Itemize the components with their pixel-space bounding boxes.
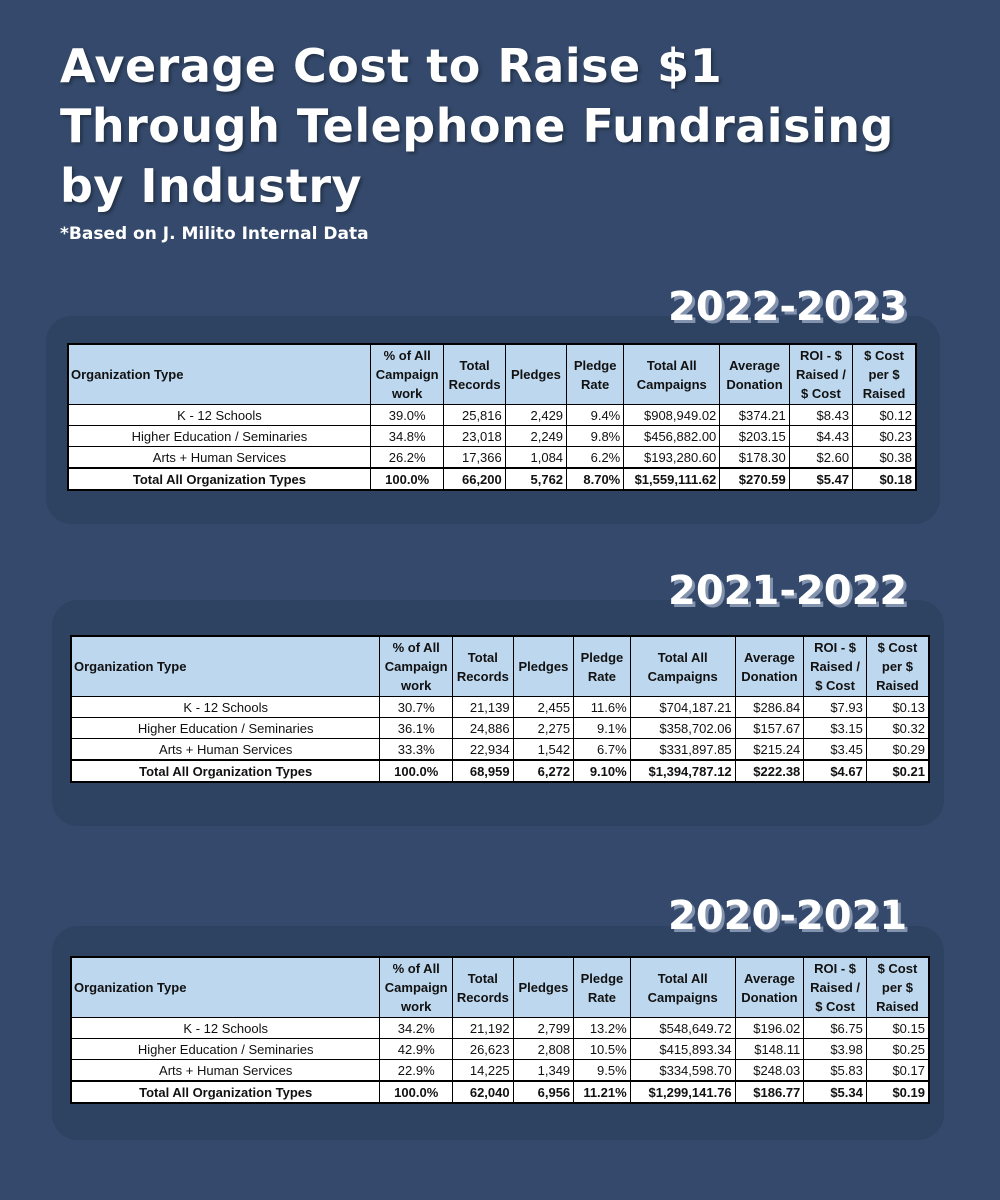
cell-pct: 100.0% (380, 1081, 453, 1103)
cell-org: Higher Education / Seminaries (71, 1039, 380, 1060)
cell-roi: $7.93 (804, 697, 867, 718)
cell-records: 17,366 (444, 447, 505, 469)
column-header-total: Total All Campaigns (630, 957, 735, 1018)
cell-cost: $0.18 (853, 468, 916, 490)
total-row (71, 1081, 929, 1103)
column-header-records: Total Records (453, 957, 514, 1018)
column-header-total: Total All Campaigns (630, 636, 735, 697)
data-table (67, 343, 917, 491)
cell-pct: 42.9% (380, 1039, 453, 1060)
cell-pct: 33.3% (380, 739, 453, 761)
cell-org: Arts + Human Services (71, 739, 380, 761)
cell-avg: $374.21 (720, 405, 789, 426)
cell-org: Higher Education / Seminaries (71, 718, 380, 739)
total-row (71, 760, 929, 782)
cell-cost: $0.15 (866, 1018, 929, 1039)
column-header-roi: ROI - $ Raised / $ Cost (804, 957, 867, 1018)
cell-total: $704,187.21 (630, 697, 735, 718)
cell-total: $1,559,111.62 (624, 468, 720, 490)
cell-org: Arts + Human Services (68, 447, 370, 469)
cell-avg: $203.15 (720, 426, 789, 447)
cell-pct: 100.0% (370, 468, 444, 490)
table-row (71, 1018, 929, 1039)
table-header-row (71, 957, 929, 1018)
cell-records: 25,816 (444, 405, 505, 426)
cell-pct: 100.0% (380, 760, 453, 782)
cell-rate: 11.6% (574, 697, 631, 718)
cell-pledges: 1,542 (513, 739, 574, 761)
column-header-org: Organization Type (71, 957, 380, 1018)
cell-cost: $0.13 (866, 697, 929, 718)
column-header-cost: $ Cost per $ Raised (853, 344, 916, 405)
cell-total: $908,949.02 (624, 405, 720, 426)
cell-pledges: 5,762 (505, 468, 566, 490)
cell-avg: $196.02 (735, 1018, 804, 1039)
cell-rate: 9.10% (574, 760, 631, 782)
cell-total: $548,649.72 (630, 1018, 735, 1039)
cell-records: 66,200 (444, 468, 505, 490)
year-heading: 2022-2023 (668, 284, 908, 330)
cell-rate: 13.2% (574, 1018, 631, 1039)
cell-cost: $0.17 (866, 1060, 929, 1082)
cell-total: $415,893.34 (630, 1039, 735, 1060)
cell-pct: 22.9% (380, 1060, 453, 1082)
cell-avg: $215.24 (735, 739, 804, 761)
column-header-cost: $ Cost per $ Raised (866, 636, 929, 697)
cell-pledges: 2,249 (505, 426, 566, 447)
cell-avg: $178.30 (720, 447, 789, 469)
year-heading: 2021-2022 (668, 568, 908, 614)
cell-roi: $6.75 (804, 1018, 867, 1039)
cell-cost: $0.19 (866, 1081, 929, 1103)
column-header-cost: $ Cost per $ Raised (866, 957, 929, 1018)
source-note: *Based on J. Milito Internal Data (60, 224, 369, 244)
cell-records: 23,018 (444, 426, 505, 447)
column-header-total: Total All Campaigns (624, 344, 720, 405)
cell-org: Total All Organization Types (68, 468, 370, 490)
cell-org: Total All Organization Types (71, 760, 380, 782)
cell-org: Arts + Human Services (71, 1060, 380, 1082)
cell-roi: $2.60 (789, 447, 852, 469)
cell-total: $193,280.60 (624, 447, 720, 469)
cell-total: $1,299,141.76 (630, 1081, 735, 1103)
cell-records: 62,040 (453, 1081, 514, 1103)
column-header-roi: ROI - $ Raised / $ Cost (804, 636, 867, 697)
column-header-pledges: Pledges (513, 636, 574, 697)
cell-total: $1,394,787.12 (630, 760, 735, 782)
cell-pledges: 2,429 (505, 405, 566, 426)
cell-records: 24,886 (453, 718, 514, 739)
table-row (71, 697, 929, 718)
column-header-roi: ROI - $ Raised / $ Cost (789, 344, 852, 405)
cell-rate: 9.8% (567, 426, 624, 447)
cell-pct: 34.2% (380, 1018, 453, 1039)
cell-pledges: 2,808 (513, 1039, 574, 1060)
cell-records: 68,959 (453, 760, 514, 782)
column-header-rate: Pledge Rate (567, 344, 624, 405)
cell-avg: $286.84 (735, 697, 804, 718)
cell-pledges: 6,272 (513, 760, 574, 782)
cell-cost: $0.25 (866, 1039, 929, 1060)
cell-org: Total All Organization Types (71, 1081, 380, 1103)
cell-records: 14,225 (453, 1060, 514, 1082)
column-header-avg: Average Donation (735, 957, 804, 1018)
cell-pledges: 2,455 (513, 697, 574, 718)
cell-records: 22,934 (453, 739, 514, 761)
cell-rate: 11.21% (574, 1081, 631, 1103)
column-header-org: Organization Type (68, 344, 370, 405)
cell-cost: $0.21 (866, 760, 929, 782)
table-row (71, 1060, 929, 1082)
table-row (68, 426, 916, 447)
cell-org: K - 12 Schools (71, 697, 380, 718)
cell-rate: 10.5% (574, 1039, 631, 1060)
cell-rate: 9.1% (574, 718, 631, 739)
column-header-avg: Average Donation (735, 636, 804, 697)
cell-rate: 9.5% (574, 1060, 631, 1082)
cell-rate: 6.2% (567, 447, 624, 469)
cell-pct: 34.8% (370, 426, 444, 447)
cell-total: $358,702.06 (630, 718, 735, 739)
cell-avg: $248.03 (735, 1060, 804, 1082)
cell-avg: $186.77 (735, 1081, 804, 1103)
table-row (68, 405, 916, 426)
cell-total: $334,598.70 (630, 1060, 735, 1082)
cell-cost: $0.29 (866, 739, 929, 761)
column-header-pledges: Pledges (505, 344, 566, 405)
cell-roi: $4.43 (789, 426, 852, 447)
table-header-row (68, 344, 916, 405)
column-header-pct: % of All Campaign work (370, 344, 444, 405)
cell-roi: $3.98 (804, 1039, 867, 1060)
cell-rate: 6.7% (574, 739, 631, 761)
cell-cost: $0.38 (853, 447, 916, 469)
cell-records: 21,139 (453, 697, 514, 718)
cell-cost: $0.32 (866, 718, 929, 739)
cell-cost: $0.12 (853, 405, 916, 426)
cell-pledges: 2,799 (513, 1018, 574, 1039)
cell-pledges: 2,275 (513, 718, 574, 739)
cell-avg: $148.11 (735, 1039, 804, 1060)
cell-pct: 26.2% (370, 447, 444, 469)
column-header-pct: % of All Campaign work (380, 636, 453, 697)
cell-records: 26,623 (453, 1039, 514, 1060)
data-table (70, 956, 930, 1104)
cell-pledges: 1,349 (513, 1060, 574, 1082)
column-header-records: Total Records (444, 344, 505, 405)
column-header-rate: Pledge Rate (574, 636, 631, 697)
year-heading: 2020-2021 (668, 893, 908, 939)
column-header-org: Organization Type (71, 636, 380, 697)
cell-roi: $8.43 (789, 405, 852, 426)
table-row (71, 1039, 929, 1060)
cell-org: K - 12 Schools (71, 1018, 380, 1039)
page-title (60, 36, 960, 216)
column-header-avg: Average Donation (720, 344, 789, 405)
cell-total: $331,897.85 (630, 739, 735, 761)
cell-roi: $5.34 (804, 1081, 867, 1103)
cell-roi: $5.83 (804, 1060, 867, 1082)
cell-cost: $0.23 (853, 426, 916, 447)
cell-total: $456,882.00 (624, 426, 720, 447)
cell-roi: $4.67 (804, 760, 867, 782)
cell-org: Higher Education / Seminaries (68, 426, 370, 447)
cell-org: K - 12 Schools (68, 405, 370, 426)
cell-rate: 9.4% (567, 405, 624, 426)
column-header-rate: Pledge Rate (574, 957, 631, 1018)
table-row (71, 739, 929, 761)
cell-avg: $222.38 (735, 760, 804, 782)
cell-roi: $5.47 (789, 468, 852, 490)
cell-pct: 36.1% (380, 718, 453, 739)
column-header-pct: % of All Campaign work (380, 957, 453, 1018)
data-table (70, 635, 930, 783)
column-header-records: Total Records (453, 636, 514, 697)
title-line-1: Average Cost to Raise $1 (60, 39, 723, 93)
total-row (68, 468, 916, 490)
table-row (68, 447, 916, 469)
cell-avg: $157.67 (735, 718, 804, 739)
title-line-3: by Industry (60, 159, 363, 213)
cell-roi: $3.15 (804, 718, 867, 739)
cell-pct: 30.7% (380, 697, 453, 718)
cell-pledges: 6,956 (513, 1081, 574, 1103)
table-header-row (71, 636, 929, 697)
cell-roi: $3.45 (804, 739, 867, 761)
cell-avg: $270.59 (720, 468, 789, 490)
table-row (71, 718, 929, 739)
cell-records: 21,192 (453, 1018, 514, 1039)
title-line-2: Through Telephone Fundraising (60, 99, 894, 153)
cell-pledges: 1,084 (505, 447, 566, 469)
column-header-pledges: Pledges (513, 957, 574, 1018)
cell-rate: 8.70% (567, 468, 624, 490)
cell-pct: 39.0% (370, 405, 444, 426)
